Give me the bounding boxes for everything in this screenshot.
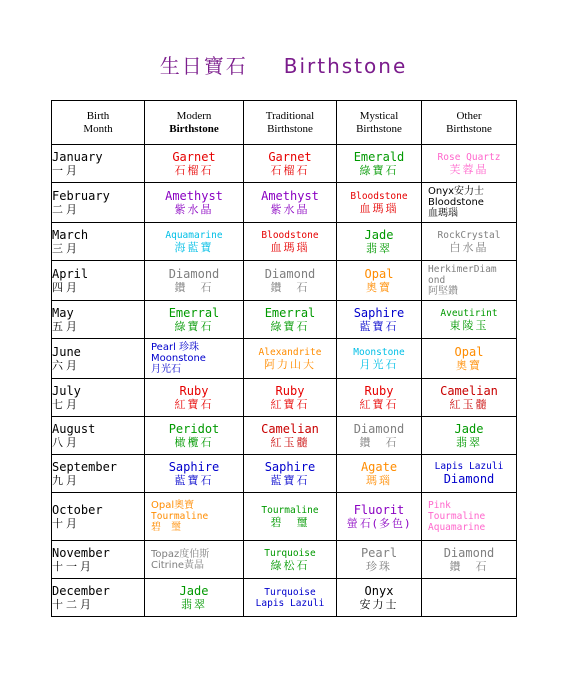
month-name-zh: 七月 <box>52 398 80 411</box>
stone-text: Pink <box>428 500 451 511</box>
table-row <box>52 223 517 261</box>
page-title <box>0 50 567 79</box>
stone-text: 紫水晶 <box>270 203 310 216</box>
table-row <box>52 417 517 455</box>
stone-cell-mystical <box>337 301 422 339</box>
table-row <box>52 455 517 493</box>
stone-cell-mystical <box>337 145 422 183</box>
stone-text: 綠松石 <box>270 558 310 572</box>
stone-cell-other <box>422 379 517 417</box>
stone-text: 綠寶石 <box>359 164 399 177</box>
stone-text: Citrine黃晶 <box>151 559 205 571</box>
stone-text: Aquamarine <box>428 522 486 533</box>
stone-text: Ruby <box>179 384 209 398</box>
stone-text: Emerral <box>168 306 220 320</box>
stone-text: Lapis Lazuli <box>434 461 504 472</box>
table-row <box>52 541 517 579</box>
stone-text: Bloodstone <box>428 197 484 208</box>
header-modern: Modern Birthstone <box>145 101 244 145</box>
stone-text: Pearl <box>360 546 398 560</box>
month-name: April <box>52 267 89 281</box>
stone-cell-modern <box>145 455 244 493</box>
header-other: Other Birthstone <box>422 101 517 145</box>
stone-cell-traditional <box>244 261 337 301</box>
stone-cell-traditional <box>244 183 337 223</box>
stone-text: 奧寶 <box>456 359 482 372</box>
month-cell <box>52 301 145 339</box>
stone-text: Peridot <box>168 422 220 436</box>
stone-text: 石榴石 <box>174 164 214 177</box>
stone-cell-traditional <box>244 339 337 379</box>
month-name: November <box>52 546 110 560</box>
month-cell <box>52 455 145 493</box>
stone-cell-traditional <box>244 379 337 417</box>
stone-text: Tourmaline <box>151 511 209 522</box>
stone-cell-mystical <box>337 493 422 541</box>
month-cell <box>52 379 145 417</box>
stone-cell-mystical <box>337 223 422 261</box>
month-name-zh: 三月 <box>52 242 80 255</box>
month-name: September <box>52 460 118 474</box>
stone-text: Saphire <box>264 460 316 474</box>
stone-text: 阿力山大 <box>264 357 316 371</box>
stone-cell-mystical <box>337 261 422 301</box>
stone-text: 月光石 <box>359 357 399 371</box>
table-row <box>52 339 517 379</box>
stone-text: 東陵玉 <box>449 318 489 332</box>
stone-text: 白水晶 <box>449 240 489 254</box>
month-cell <box>52 183 145 223</box>
month-name-zh: 五月 <box>52 320 80 333</box>
stone-text: 珍珠 <box>366 560 392 573</box>
stone-text: Garnet <box>268 150 312 164</box>
stone-text: Aquamarine <box>165 229 223 241</box>
stone-text: 血瑪瑙 <box>270 240 310 254</box>
stone-text: 藍寶石 <box>270 474 310 487</box>
stone-cell-modern <box>145 339 244 379</box>
header-row <box>52 101 517 145</box>
stone-text: Moonstone <box>353 346 405 358</box>
stone-cell-other <box>422 455 517 493</box>
month-name: December <box>52 584 110 598</box>
stone-text: HerkimerDiam <box>428 264 497 275</box>
stone-cell-mystical <box>337 379 422 417</box>
stone-text: 紅玉髓 <box>270 436 310 449</box>
table-row <box>52 183 517 223</box>
stone-cell-traditional <box>244 223 337 261</box>
stone-text: Pearl 珍珠 <box>151 342 200 353</box>
stone-text: Onyx安力士 <box>428 186 485 197</box>
stone-text: 紅寶石 <box>174 398 214 411</box>
stone-text: Fluorit <box>353 503 405 517</box>
month-name: October <box>52 503 103 517</box>
title-en: Birthstone <box>283 54 408 78</box>
stone-text: Jade <box>454 422 484 436</box>
month-name: August <box>52 422 96 436</box>
stone-text: 月光石 <box>151 364 181 375</box>
stone-text: 翡翠 <box>181 598 207 611</box>
stone-text: Diamond <box>443 546 495 560</box>
stone-cell-modern <box>145 379 244 417</box>
month-cell <box>52 261 145 301</box>
stone-text: Turquoise <box>264 586 316 598</box>
stone-cell-modern <box>145 417 244 455</box>
month-name-zh: 八月 <box>52 436 80 449</box>
stone-text: 鑽 石 <box>174 281 214 294</box>
stone-text: Ruby <box>364 384 394 398</box>
stone-text: Aveutirint <box>440 307 498 319</box>
table-row <box>52 379 517 417</box>
stone-text: 血瑪瑙 <box>428 208 458 219</box>
stone-text: Emerald <box>353 150 405 164</box>
stone-text: 螢石(多色) <box>346 517 412 530</box>
header-mystical: Mystical Birthstone <box>337 101 422 145</box>
stone-cell-modern <box>145 183 244 223</box>
stone-cell-traditional <box>244 301 337 339</box>
month-name-zh: 十二月 <box>52 598 94 611</box>
stone-text: 紅寶石 <box>359 398 399 411</box>
stone-cell-traditional <box>244 145 337 183</box>
stone-text: Saphire <box>353 306 405 320</box>
month-cell <box>52 417 145 455</box>
month-name: June <box>52 345 81 359</box>
stone-text: Onyx <box>364 584 394 598</box>
stone-cell-other <box>422 417 517 455</box>
stone-cell-other <box>422 301 517 339</box>
table-row <box>52 493 517 541</box>
stone-text: Diamond <box>443 472 495 486</box>
stone-cell-traditional <box>244 417 337 455</box>
stone-text: Bloodstone <box>350 190 408 202</box>
stone-text: 翡翠 <box>456 436 482 449</box>
stone-text: 海藍寶 <box>174 240 214 254</box>
stone-text: 芙蓉晶 <box>449 162 489 176</box>
stone-text: 瑪瑙 <box>366 474 392 487</box>
stone-text: 阿堅鑽 <box>428 286 458 297</box>
stone-text: Diamond <box>353 422 405 436</box>
stone-text: Amethyst <box>165 189 223 203</box>
month-cell <box>52 145 145 183</box>
stone-cell-mystical <box>337 339 422 379</box>
stone-text: 碧 璽 <box>270 515 310 529</box>
stone-text: RockCrystal <box>437 229 501 241</box>
header-traditional: Traditional Birthstone <box>244 101 337 145</box>
stone-cell-modern <box>145 223 244 261</box>
month-cell <box>52 339 145 379</box>
title-zh: 生日寶石 <box>159 54 248 78</box>
month-name-zh: 四月 <box>52 281 80 294</box>
stone-text: Diamond <box>264 267 316 281</box>
stone-text: 石榴石 <box>270 164 310 177</box>
stone-text: Opal奧寶 <box>151 500 195 511</box>
stone-cell-modern <box>145 579 244 617</box>
stone-text: Ruby <box>275 384 305 398</box>
stone-text: 奧寶 <box>366 281 392 294</box>
month-name: February <box>52 189 110 203</box>
header-birth-month: Birth Month <box>52 101 145 145</box>
stone-text: 紅寶石 <box>270 398 310 411</box>
table-row <box>52 261 517 301</box>
stone-cell-traditional <box>244 541 337 579</box>
stone-cell-other <box>422 145 517 183</box>
stone-text: 翡翠 <box>366 242 392 255</box>
stone-cell-traditional <box>244 579 337 617</box>
month-cell <box>52 579 145 617</box>
stone-cell-other <box>422 261 517 301</box>
stone-text: Bloodstone <box>261 229 319 241</box>
stone-text: Diamond <box>168 267 220 281</box>
stone-text: Jade <box>364 228 394 242</box>
stone-text: 紅玉髓 <box>449 398 489 411</box>
stone-cell-other <box>422 541 517 579</box>
stone-text: 橄欖石 <box>174 436 214 449</box>
stone-cell-traditional <box>244 455 337 493</box>
stone-text: Turquoise <box>264 547 316 559</box>
month-name: May <box>52 306 74 320</box>
month-name-zh: 六月 <box>52 359 80 372</box>
stone-text: Moonstone <box>151 353 206 364</box>
month-name: July <box>52 384 81 398</box>
stone-text: 藍寶石 <box>359 320 399 333</box>
table-row <box>52 145 517 183</box>
stone-text: 鑽 石 <box>449 560 489 573</box>
stone-text: Agate <box>360 460 398 474</box>
month-name: March <box>52 228 89 242</box>
month-name-zh: 二月 <box>52 203 80 216</box>
month-name-zh: 十月 <box>52 517 80 530</box>
stone-cell-mystical <box>337 579 422 617</box>
month-name-zh: 十一月 <box>52 560 94 573</box>
table-body <box>52 101 517 617</box>
month-cell <box>52 541 145 579</box>
stone-text: 鑽 石 <box>270 281 310 294</box>
table-row <box>52 579 517 617</box>
stone-text: Topaz度伯斯 <box>151 548 210 560</box>
stone-text: Jade <box>179 584 209 598</box>
stone-cell-mystical <box>337 541 422 579</box>
stone-text: Rose Quartz <box>437 151 501 163</box>
stone-text: Opal <box>364 267 394 281</box>
stone-cell-mystical <box>337 417 422 455</box>
stone-text: Camelian <box>440 384 498 398</box>
stone-text: 鑽 石 <box>359 436 399 449</box>
birthstone-table <box>51 100 517 617</box>
stone-text: 綠寶石 <box>270 320 310 333</box>
stone-text: Garnet <box>172 150 216 164</box>
stone-cell-modern <box>145 145 244 183</box>
stone-cell-other <box>422 339 517 379</box>
stone-cell-other <box>422 183 517 223</box>
stone-text: Camelian <box>261 422 319 436</box>
stone-cell-other <box>422 493 517 541</box>
table-row <box>52 301 517 339</box>
stone-cell-modern <box>145 301 244 339</box>
stone-cell-modern <box>145 493 244 541</box>
stone-text: 碧 璽 <box>151 522 181 533</box>
month-cell <box>52 493 145 541</box>
stone-text: Emerral <box>264 306 316 320</box>
stone-cell-traditional <box>244 493 337 541</box>
stone-cell-other <box>422 579 517 617</box>
stone-text: Tourmaline <box>428 511 486 522</box>
stone-text: 綠寶石 <box>174 320 214 333</box>
stone-cell-modern <box>145 541 244 579</box>
month-cell <box>52 223 145 261</box>
stone-text: 紫水晶 <box>174 203 214 216</box>
stone-text: 安力士 <box>359 598 399 611</box>
stone-text: Lapis Lazuli <box>255 597 325 609</box>
stone-cell-mystical <box>337 183 422 223</box>
stone-text: Opal <box>454 345 484 359</box>
stone-text: Saphire <box>168 460 220 474</box>
stone-text: Amethyst <box>261 189 319 203</box>
stone-text: ond <box>428 275 446 286</box>
month-name-zh: 一月 <box>52 164 80 177</box>
stone-text: Tourmaline <box>261 504 319 516</box>
stone-text: Alexandrite <box>258 346 322 358</box>
stone-text: 血瑪瑙 <box>359 201 399 215</box>
stone-cell-modern <box>145 261 244 301</box>
month-name-zh: 九月 <box>52 474 80 487</box>
stone-cell-mystical <box>337 455 422 493</box>
stone-cell-other <box>422 223 517 261</box>
month-name: January <box>52 150 103 164</box>
stone-text: 藍寶石 <box>174 474 214 487</box>
